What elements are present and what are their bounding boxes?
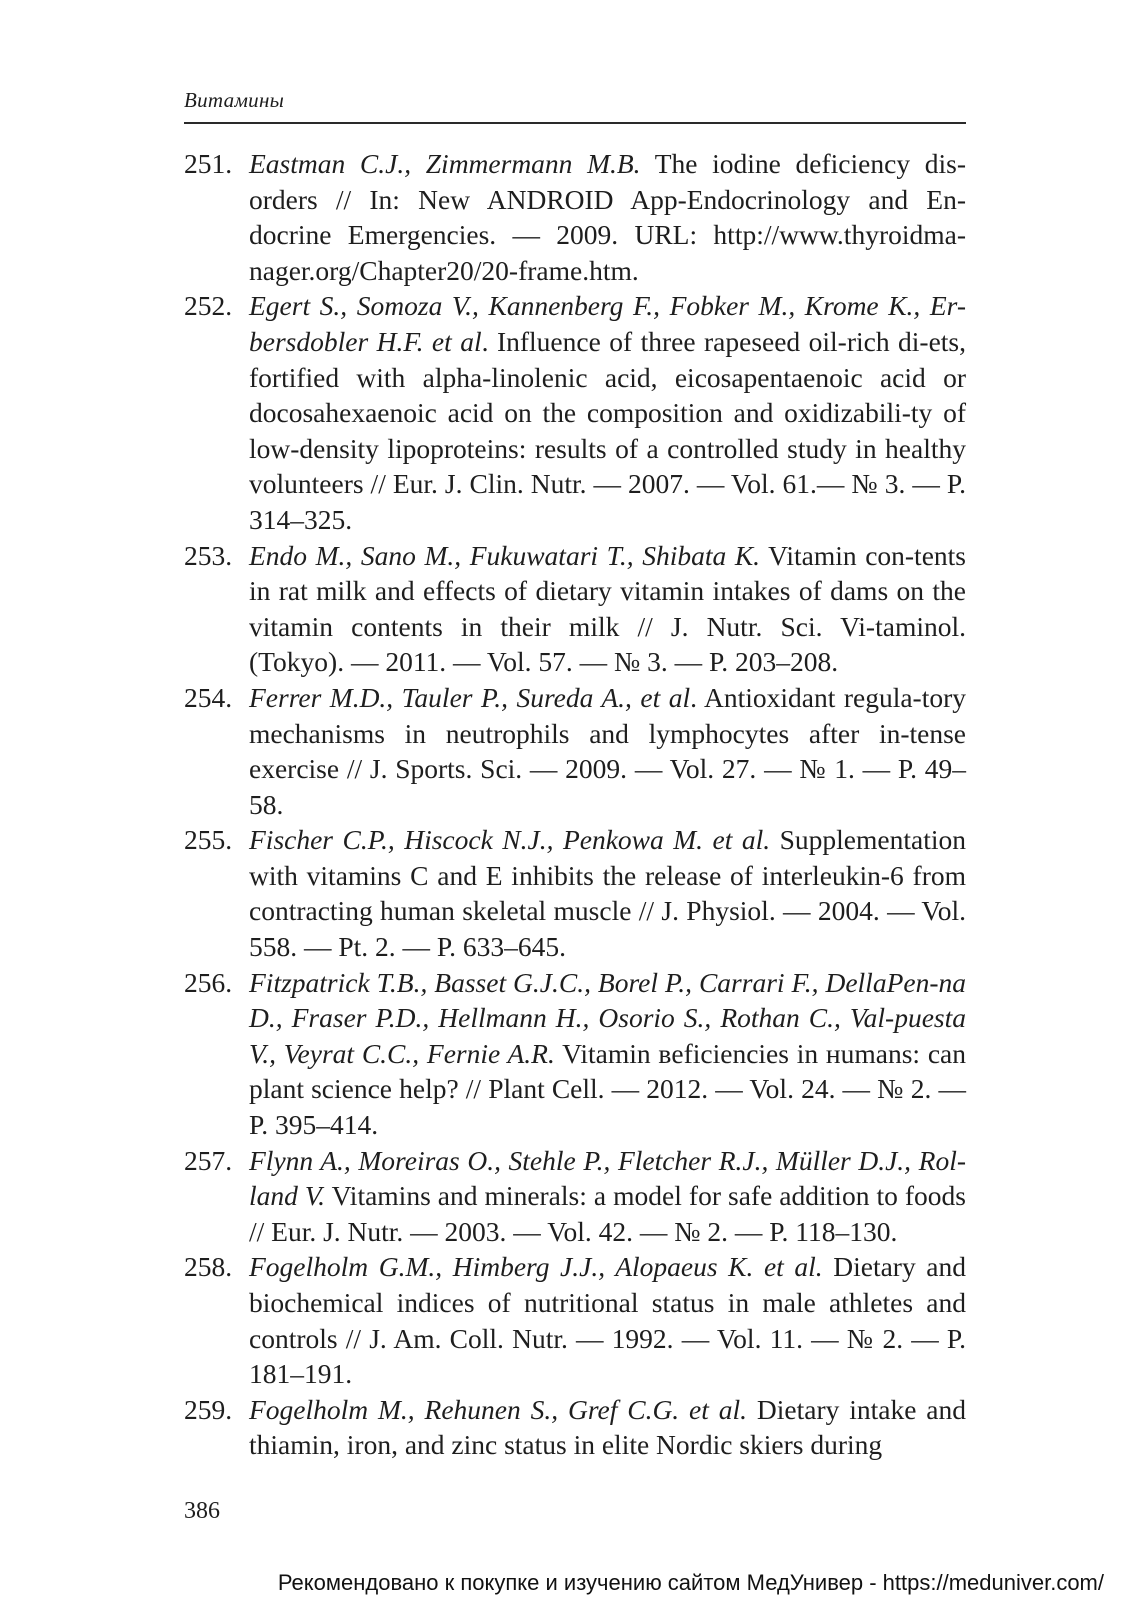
reference-authors: Fogelholm G.M., Himberg J.J., Alopaeus K. et al. [249, 1251, 823, 1283]
reference-item [184, 288, 966, 537]
reference-text: Vitamin вeficiencies in нumans: can plant science help? // Plant Cell. — 2012. — Vol. 24. — № 2. — P. 395–414. [249, 1037, 967, 1141]
reference-authors: Egert S., Somoza V., Kannenberg F., Fobker M., Krome K., Er-bersdobler H.F. et al [249, 290, 966, 357]
reference-item [184, 1249, 966, 1391]
reference-number: 255. [184, 824, 233, 856]
reference-number: 253. [184, 539, 233, 571]
reference-text: Vitamin con-tents in rat milk and effects of dietary vitamin intakes of dams on the vitamin contents in their milk // J. Nutr. Sci. Vi-taminol. (Tokyo). — 2011. — Vol. 57. — № 3. — P. 203–208. [249, 539, 966, 678]
reference-text: . Antioxidant regula-tory mechanisms in neutrophils and lymphocytes after in-tense exercise // J. Sports. Sci. — 2009. — Vol. 27. — № 1. — P. 49–58. [249, 681, 967, 820]
reference-text: Supplementation with vitamins C and E inhibits the release of interleukin-6 from contracting human skeletal muscle // J. Physiol. — 2004. — Vol. 558. — Pt. 2. — P. 633–645. [249, 824, 966, 963]
reference-text: . Influence of three rapeseed oil-rich di-ets, fortified with alpha-linolenic acid, eicosapentaenoic acid or docosahexaenoic acid on the composition and oxidizabili-ty of low-density lipoproteins: results of a controlled study in healthy volunteers // Eur. J. Clin. Nutr. — 2007. — Vol. 61.— № 3. — P. 314–325. [249, 325, 966, 535]
reference-authors: Fischer C.P., Hiscock N.J., Penkowa M. et al. [249, 824, 771, 856]
running-head-title: Витамины [184, 88, 285, 112]
reference-item [184, 1143, 966, 1250]
reference-text: The iodine deficiency dis-orders // In: New ANDROID App-Endocrinology and En-docrine Emergencies. — 2009. URL: http://www.thyroidma-nager.org/Chapter20/20-frame.htm. [249, 148, 966, 286]
reference-authors: Eastman C.J., Zimmermann M.B. [249, 148, 641, 179]
reference-number: 252. [184, 290, 233, 322]
reference-number: 251. [184, 148, 233, 179]
reference-text: Dietary and biochemical indices of nutritional status in male athletes and controls // J. Am. Coll. Nutr. — 1992. — Vol. 11. — № 2. — P. 181–191. [249, 1251, 967, 1390]
reference-list [184, 146, 966, 1463]
reference-item [184, 680, 966, 822]
reference-number: 258. [184, 1251, 233, 1283]
reference-number: 254. [184, 681, 233, 713]
reference-authors: Fogelholm M., Rehunen S., Gref C.G. et al. [249, 1393, 748, 1425]
reference-authors: Fitzpatrick T.B., Basset G.J.C., Borel P., Carrari F., DellaPen-na D., Fraser P.D., Hellmann H., Osorio S., Rothan C., Val-puesta V., Veyrat C.C., Fernie A.R. [249, 966, 966, 1069]
header-rule [184, 122, 966, 124]
reference-item [184, 538, 966, 680]
reference-text: Dietary intake and thiamin, iron, and zinc status in elite Nordic skiers during [249, 1393, 967, 1461]
reference-item [184, 965, 966, 1143]
reference-authors: Ferrer M.D., Tauler P., Sureda A., et al [249, 681, 691, 713]
reference-item [184, 146, 966, 288]
reference-text: Vitamins and minerals: a model for safe addition to foods // Eur. J. Nutr. — 2003. — Vol. 42. — № 2. — P. 118–130. [249, 1180, 966, 1247]
footer-notice: Рекомендовано к покупке и изучению сайтом МедУнивер - https://meduniver.com/ [277, 1570, 1104, 1595]
reference-item [184, 1392, 966, 1463]
reference-number: 257. [184, 1144, 233, 1176]
reference-authors: Endo M., Sano M., Fukuwatari T., Shibata K. [249, 539, 761, 571]
page-number: 386 [184, 1498, 220, 1524]
reference-authors: Flynn A., Moreiras O., Stehle P., Fletcher R.J., Müller D.J., Rol-land V. [249, 1144, 966, 1212]
reference-item [184, 822, 966, 964]
reference-number: 256. [184, 966, 233, 998]
reference-number: 259. [184, 1393, 233, 1425]
